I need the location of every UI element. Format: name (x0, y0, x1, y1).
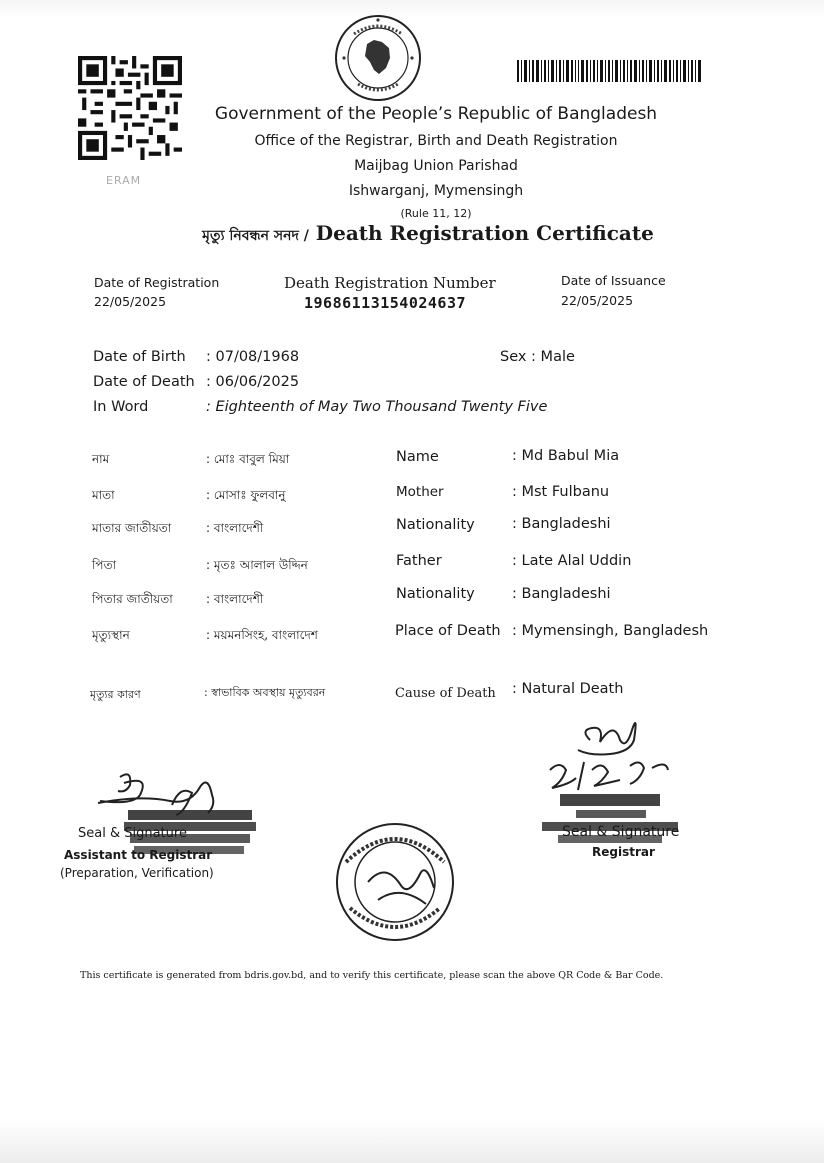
registration-date-value: 22/05/2025 (94, 294, 167, 309)
rule-heading: (Rule 11, 12) (400, 207, 472, 220)
office-heading: Office of the Registrar, Birth and Death Registration (254, 133, 618, 149)
qr-caption: ERAM (106, 174, 142, 187)
name-label: Name (396, 449, 439, 465)
mother-nationality-value: : Bangladeshi (512, 516, 611, 532)
government-heading: Government of the People’s Republic of Bangladesh (214, 104, 658, 124)
death-date-value: : 06/06/2025 (206, 374, 300, 390)
cause-of-death-bn-value: : স্বাভাবিক অবস্থায় মৃত্যুবরন (204, 686, 326, 699)
birth-date-value: : 07/08/1968 (206, 349, 300, 365)
father-bn-label: পিতা (92, 558, 117, 572)
union-heading: Maijbag Union Parishad (354, 158, 518, 174)
mother-bn-label: মাতা (92, 488, 115, 502)
birth-date-label: Date of Birth (93, 349, 186, 365)
registrar-seal-label: Seal & Signature (562, 824, 680, 840)
mother-nationality-label: Nationality (396, 517, 475, 533)
mother-label: Mother (396, 484, 444, 500)
father-nationality-bn-value: : বাংলাদেশী (206, 592, 264, 606)
barcode (517, 60, 701, 82)
assistant-role-note: (Preparation, Verification) (60, 866, 214, 880)
place-of-death-label: Place of Death (395, 623, 501, 639)
assistant-seal-label: Seal & Signature (78, 826, 187, 841)
location-heading: Ishwarganj, Mymensingh (348, 183, 524, 199)
registrar-role: Registrar (592, 845, 655, 859)
mother-value: : Mst Fulbanu (512, 484, 610, 500)
mother-bn-value: : মোসাঃ ফুলবানু (206, 488, 286, 502)
death-date-label: Date of Death (93, 374, 195, 390)
name-bn-label: নাম (92, 452, 110, 466)
father-nationality-label: Nationality (396, 586, 475, 602)
name-bn-value: : মোঃ বাবুল মিয়া (206, 452, 290, 466)
father-value: : Late Alal Uddin (512, 553, 632, 569)
registration-number-label: Death Registration Number (284, 274, 496, 292)
name-value: : Md Babul Mia (512, 448, 620, 464)
place-of-death-bn-value: : ময়মনসিংহ, বাংলাদেশ (206, 628, 318, 642)
father-bn-value: : মৃতঃ আলাল উদ্দিন (206, 558, 308, 572)
government-seal-icon (334, 14, 422, 102)
place-of-death-bn-label: মৃত্যুস্থান (92, 628, 130, 642)
registrar-signature (540, 710, 680, 800)
certificate-title-en: Death Registration Certificate (315, 221, 654, 245)
assistant-role: Assistant to Registrar (64, 848, 213, 862)
issuance-date-label: Date of Issuance (561, 273, 666, 288)
certificate-title-bn: মৃত্যু নিবন্ধন সনদ / (202, 228, 309, 244)
mother-nationality-bn-label: মাতার জাতীয়তা (92, 521, 172, 535)
verification-footer: This certificate is generated from bdris.gov.bd, and to verify this certificate, please scan the above QR Code & Bar Code. (80, 970, 664, 981)
father-label: Father (396, 553, 442, 569)
in-word-value: : Eighteenth of May Two Thousand Twenty Five (206, 399, 548, 415)
registration-date-label: Date of Registration (94, 275, 220, 290)
registrar-stamp (540, 792, 680, 852)
sex-value: Sex : Male (500, 349, 575, 365)
registration-number-value: 19686113154024637 (304, 294, 467, 312)
father-nationality-value: : Bangladeshi (512, 586, 611, 602)
father-nationality-bn-label: পিতার জাতীয়তা (92, 592, 173, 606)
issuance-date-value: 22/05/2025 (561, 293, 634, 308)
cause-of-death-value: : Natural Death (512, 681, 624, 697)
union-parishad-seal-icon (330, 822, 460, 942)
place-of-death-value: : Mymensingh, Bangladesh (512, 623, 709, 639)
in-word-label: In Word (93, 399, 149, 415)
cause-of-death-bn-label: মৃত্যুর কারণ (90, 688, 141, 701)
certificate-title (16, 221, 824, 248)
cause-of-death-label: Cause of Death (395, 686, 496, 701)
mother-nationality-bn-value: : বাংলাদেশী (206, 521, 264, 535)
